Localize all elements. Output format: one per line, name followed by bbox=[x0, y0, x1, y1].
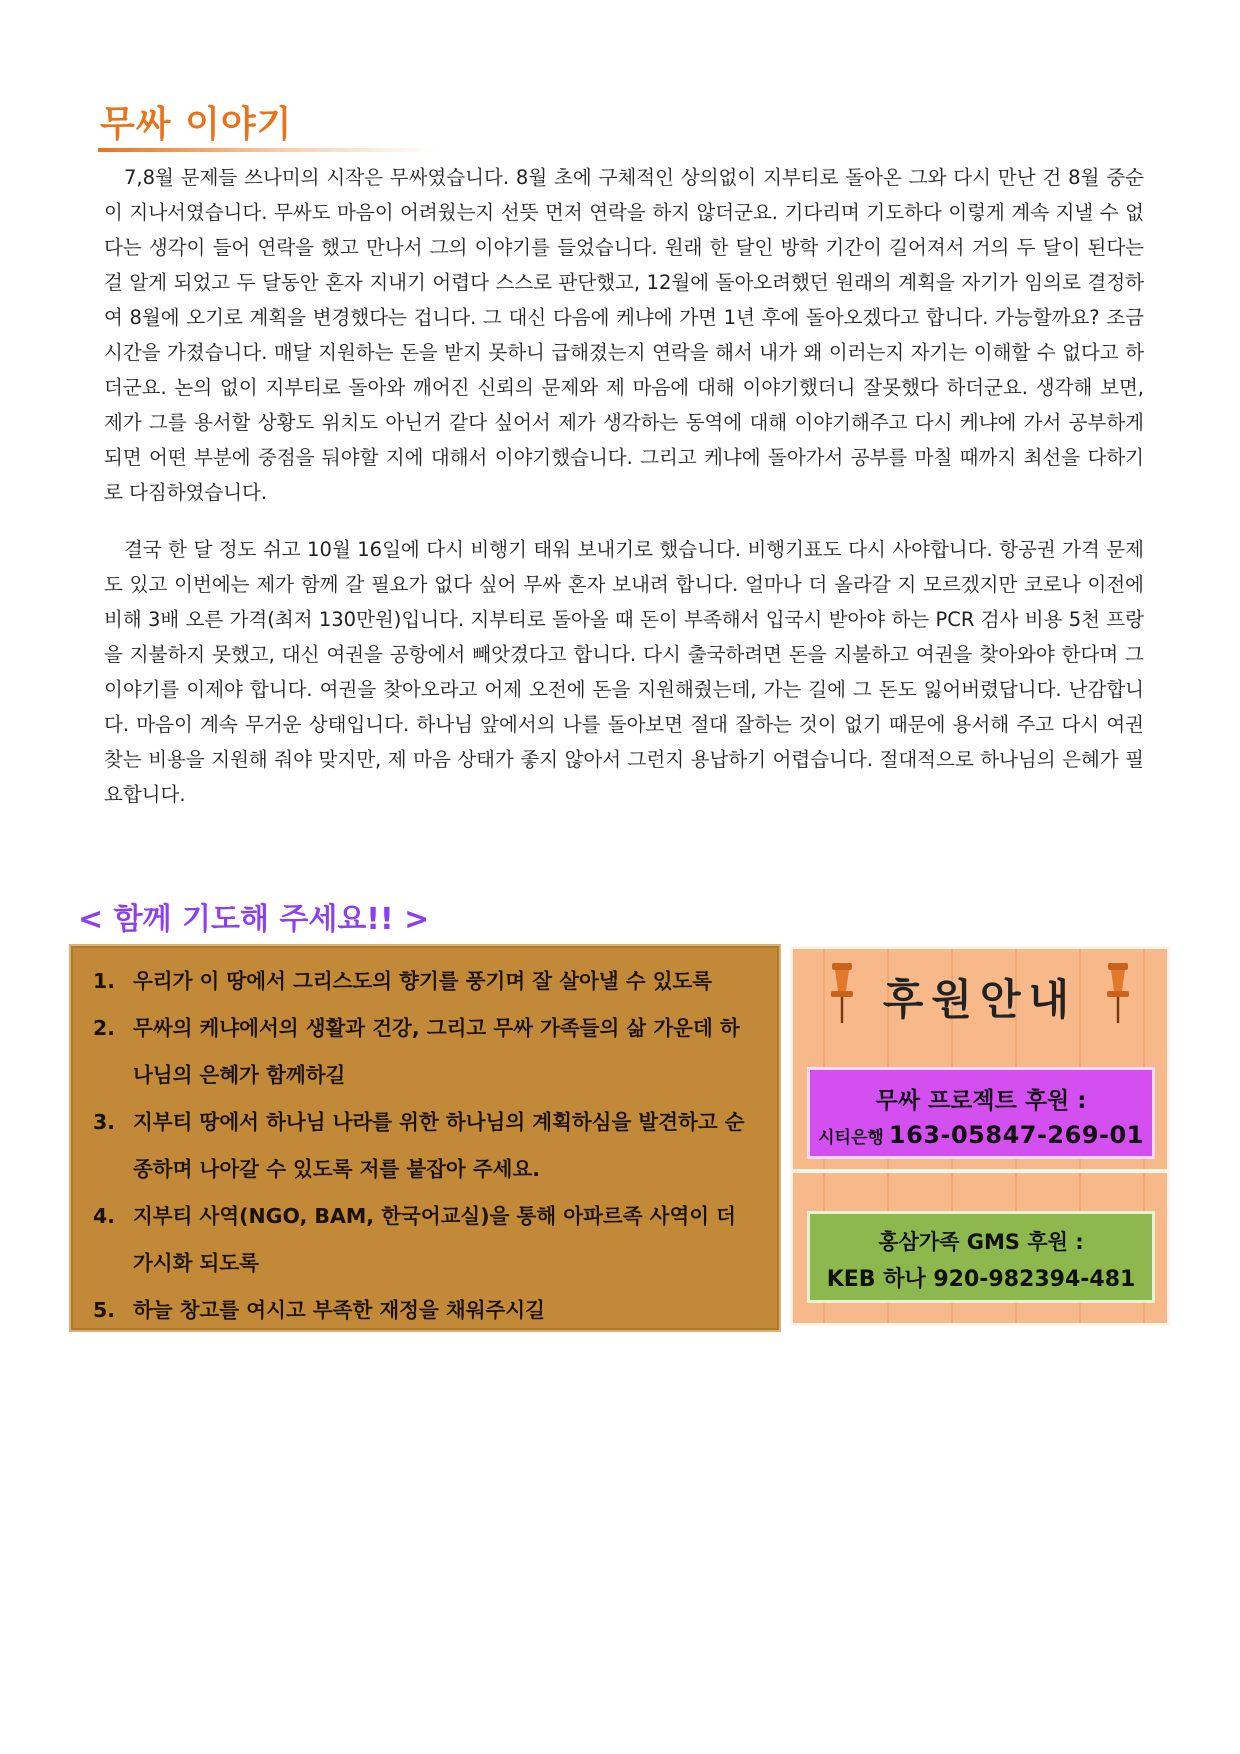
title-underline bbox=[98, 148, 438, 152]
prayer-heading: < 함께 기도해 주세요!! > bbox=[78, 902, 430, 937]
list-item bbox=[93, 1005, 779, 1099]
gms-support-label: 홍삼가족 GMS 후원 : bbox=[878, 1230, 1084, 1254]
prayer-item-text: 지부티 땅에서 하나님 나라를 위한 하나님의 계획하심을 발견하고 순종하며 나아갈 수 있도록 저를 붙잡아 주세요. bbox=[133, 1110, 745, 1181]
gms-account-number: KEB 하나 920-982394-481 bbox=[826, 1267, 1136, 1292]
prayer-item-text: 지부티 사역(NGO, BAM, 한국어교실)을 통해 아파르족 사역이 더 가시화 되도록 bbox=[133, 1204, 736, 1275]
list-item bbox=[93, 1099, 779, 1193]
story-paragraph-1: 7,8월 문제들 쓰나미의 시작은 무싸였습니다. 8월 초에 구체적인 상의없이 지부티로 돌아온 그와 다시 만난 건 8월 중순이 지나서였습니다. 무싸도 마음이 어려웠는지 선뜻 먼저 연락을 하지 않더군요. 기다리며 기도하다 이렇게 계속 지낼 수 없다는 생각이 들어 연락을 했고 만나서 그의 이야기를 들었습니다. 원래 한 달인 방학 기간이 길어져서 거의 두 달이 된다는 걸 알게 되었고 두 달동안 혼자 지내기 어렵다 스스로 판단했고, 12월에 돌아오려했던 원래의 계획을 자기가 임의로 결정하여 8월에 오기로 계획을 변경했다는 겁니다. 그 대신 다음에 케냐에 가면 1년 후에 돌아오겠다고 합니다. 가능할까요? 조금 시간을 가졌습니다. 매달 지원하는 돈을 받지 못하니 급해졌는지 연락을 해서 내가 왜 이러는지 자기는 이해할 수 없다고 하더군요. 논의 없이 지부티로 돌아와 깨어진 신뢰의 문제와 제 마음에 대해 이야기했더니 잘못했다 하더군요. 생각해 보면, 제가 그를 용서할 상황도 위치도 아닌거 같다 싶어서 제가 생각하는 동역에 대해 이야기해주고 다시 케냐에 가서 공부하게 되면 어떤 부분에 중점을 둬야할 지에 대해서 이야기했습니다. 그리고 케냐에 돌아가서 공부를 마칠 때까지 최선을 다하기로 다짐하였습니다. bbox=[104, 166, 1144, 504]
support-panel bbox=[790, 946, 1170, 1326]
list-item bbox=[93, 1193, 779, 1287]
support-title: 후원안내 bbox=[882, 975, 1078, 1024]
musa-project-label: 무싸 프로젝트 후원 : bbox=[875, 1088, 1087, 1114]
musa-bank-name: 시티은행 bbox=[818, 1128, 884, 1148]
page-title: 무싸 이야기 bbox=[100, 104, 293, 145]
musa-account-line bbox=[810, 1121, 1152, 1149]
musa-account-number: 163-05847-269-01 bbox=[888, 1121, 1144, 1149]
prayer-item-number: 1. bbox=[93, 969, 116, 993]
prayer-item-number: 3. bbox=[93, 1110, 116, 1134]
prayer-item-text: 우리가 이 땅에서 그리스도의 향기를 풍기며 잘 살아낼 수 있도록 bbox=[133, 969, 713, 993]
prayer-box bbox=[71, 946, 779, 1330]
prayer-item-text: 무싸의 케냐에서의 생활과 건강, 그리고 무싸 가족들의 삶 가운데 하나님의 은혜가 함께하길 bbox=[133, 1016, 740, 1087]
panel-divider bbox=[793, 1169, 1167, 1173]
prayer-item-number: 4. bbox=[93, 1204, 116, 1228]
story-paragraph-2: 결국 한 달 정도 쉬고 10월 16일에 다시 비행기 태워 보내기로 했습니다. 비행기표도 다시 사야합니다. 항공권 가격 문제도 있고 이번에는 제가 함께 갈 필요가 없다 싶어 무싸 혼자 보내려 합니다. 얼마나 더 올라갈 지 모르겠지만 코로나 이전에 비해 3배 오른 가격(최저 130만원)입니다. 지부티로 돌아올 때 돈이 부족해서 입국시 받아야 하는 PCR 검사 비용 5천 프랑을 지불하지 못했고, 대신 여권을 공항에서 빼앗겼다고 합니다. 다시 출국하려면 돈을 지불하고 여권을 찾아와야 한다며 그 이야기를 이제야 합니다. 여권을 찾아오라고 어제 오전에 돈을 지원해줬는데, 가는 길에 그 돈도 잃어버렸답니다. 난감합니다. 마음이 계속 무거운 상태입니다. 하나님 앞에서의 나를 돌아보면 절대 잘하는 것이 없기 때문에 용서해 주고 다시 여권 찾는 비용을 지원해 줘야 맞지만, 제 마음 상태가 좋지 않아서 그런지 용납하기 어렵습니다. 절대적으로 하나님의 은혜가 필요합니다. bbox=[104, 538, 1144, 806]
prayer-item-text: 하늘 창고를 여시고 부족한 재정을 채워주시길 bbox=[133, 1298, 545, 1322]
musa-project-card bbox=[807, 1067, 1155, 1159]
pushpin-icon bbox=[1105, 959, 1131, 1025]
list-item bbox=[93, 1287, 779, 1334]
prayer-item-number: 5. bbox=[93, 1298, 116, 1322]
gms-support-card bbox=[807, 1211, 1155, 1303]
prayer-list bbox=[71, 946, 779, 1334]
list-item bbox=[93, 958, 779, 1005]
prayer-item-number: 2. bbox=[93, 1016, 116, 1040]
